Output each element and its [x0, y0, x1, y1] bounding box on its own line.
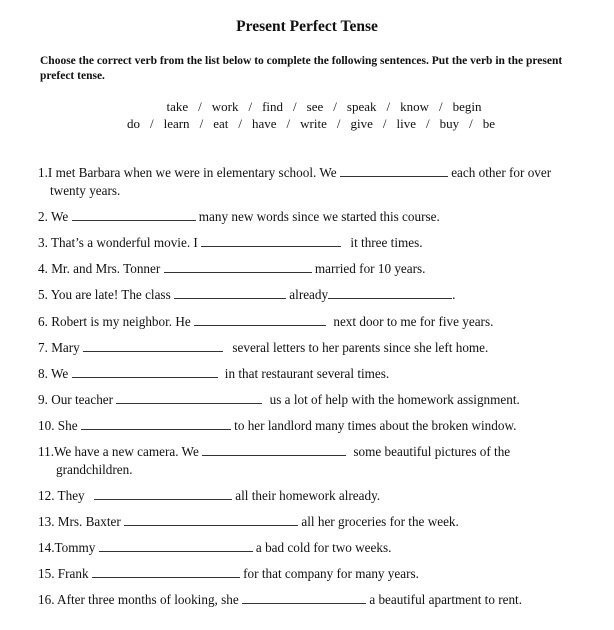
- answer-blank[interactable]: [194, 313, 326, 326]
- answer-blank[interactable]: [99, 539, 253, 552]
- sentence-item-10: [38, 417, 516, 435]
- sentence-item-7: [38, 339, 488, 357]
- answer-blank[interactable]: [83, 339, 223, 352]
- sentence-text: some beautiful pictures of the: [353, 444, 511, 459]
- sentence-text: a beautiful apartment to rent.: [369, 592, 523, 607]
- sentence-text: it three times.: [350, 235, 423, 250]
- instructions: Choose the correct verb from the list below to complete the following sentences. Put the verb in the present prefect tense.: [40, 55, 563, 82]
- verb-word: see: [306, 99, 324, 114]
- sentence-text: 9. Our teacher: [38, 392, 114, 407]
- sentence-item-11: [38, 443, 510, 461]
- verb-word: speak: [346, 99, 377, 114]
- verb-word: take: [166, 99, 189, 114]
- answer-blank[interactable]: [164, 260, 312, 273]
- sentence-text: us a lot of help with the homework assignment.: [269, 392, 520, 407]
- sentence-item-12: [38, 487, 380, 505]
- sentence-text: 15. Frank: [38, 566, 89, 581]
- sentence-text: to her landlord many times about the broken window.: [234, 418, 517, 433]
- sentence-text: twenty years.: [50, 183, 121, 198]
- sentence-text: grandchildren.: [56, 462, 133, 477]
- verb-word: begin: [452, 99, 482, 114]
- sentence-text: 3. That’s a wonderful movie. I: [38, 235, 198, 250]
- verb-word: learn: [163, 116, 190, 131]
- answer-blank[interactable]: [72, 365, 218, 378]
- sentence-text: 10. She: [38, 418, 78, 433]
- sentence-text: 7. Mary: [38, 340, 80, 355]
- verb-word: give: [350, 116, 373, 131]
- sentence-item-9: [38, 391, 520, 409]
- sentence-text: all her groceries for the week.: [301, 514, 459, 529]
- sentence-text: in that restaurant several times.: [224, 366, 390, 381]
- sentence-item-6: [38, 313, 493, 331]
- sentence-text: 1.I met Barbara when we were in elementary school. We: [38, 165, 337, 180]
- sentence-item-13: [38, 513, 459, 531]
- answer-blank[interactable]: [94, 487, 232, 500]
- verb-word: eat: [213, 116, 229, 131]
- sentence-item-4: [38, 260, 425, 278]
- sentence-text: 8. We: [38, 366, 69, 381]
- sentence-item-2: [38, 208, 440, 226]
- sentence-text: 14.Tommy: [38, 540, 96, 555]
- sentence-text: 12. They: [38, 488, 85, 503]
- answer-blank[interactable]: [92, 565, 240, 578]
- answer-blank[interactable]: [201, 234, 341, 247]
- sentence-text: all their homework already.: [235, 488, 381, 503]
- verb-word: do: [126, 116, 140, 131]
- sentence-text: married for 10 years.: [314, 261, 426, 276]
- answer-blank[interactable]: [340, 164, 448, 177]
- answer-blank[interactable]: [174, 286, 286, 299]
- sentence-text: each other for over: [451, 165, 552, 180]
- sentence-item-15: [38, 565, 419, 583]
- sentence-item-14: [38, 539, 391, 557]
- verb-word: be: [482, 116, 496, 131]
- sentence-text: 4. Mr. and Mrs. Tonner: [38, 261, 161, 276]
- answer-blank[interactable]: [242, 591, 366, 604]
- sentence-text: a bad cold for two weeks.: [255, 540, 392, 555]
- answer-blank[interactable]: [72, 208, 196, 221]
- verb-word: find: [262, 99, 284, 114]
- sentence-item-3: [38, 234, 423, 252]
- page-title: Present Perfect Tense: [236, 18, 378, 35]
- sentence-item-11-continued: [56, 461, 133, 479]
- sentence-text: several letters to her parents since she left home.: [232, 340, 489, 355]
- sentence-text: for that company for many years.: [243, 566, 419, 581]
- sentence-text: 2. We: [38, 209, 69, 224]
- sentence-item-8: [38, 365, 389, 383]
- verb-word: have: [251, 116, 277, 131]
- verb-word: live: [396, 116, 416, 131]
- answer-blank[interactable]: [81, 417, 231, 430]
- sentence-item-1-continued: [50, 182, 120, 200]
- sentence-text: 5. You are late! The class: [38, 287, 171, 302]
- verb-word: know: [400, 99, 430, 114]
- sentence-text: 16. After three months of looking, she: [38, 592, 239, 607]
- answer-blank[interactable]: [328, 286, 452, 299]
- sentence-text: 13. Mrs. Baxter: [38, 514, 121, 529]
- verb-word: work: [211, 99, 239, 114]
- verb-word: write: [300, 116, 327, 131]
- verb-list-row-1: take / work / find / see / speak / know / begin: [166, 99, 482, 114]
- sentence-item-1: [38, 164, 551, 182]
- sentence-text: already: [289, 287, 329, 302]
- answer-blank[interactable]: [202, 443, 346, 456]
- sentence-text: .: [452, 287, 456, 302]
- sentence-text: next door to me for five years.: [333, 314, 494, 329]
- answer-blank[interactable]: [116, 391, 262, 404]
- verb-word: buy: [439, 116, 460, 131]
- sentence-item-5: [38, 286, 455, 304]
- answer-blank[interactable]: [124, 513, 298, 526]
- sentence-item-16: [38, 591, 522, 609]
- sentence-text: many new words since we started this course.: [198, 209, 440, 224]
- verb-list-row-2: do / learn / eat / have / write / give / live / buy / be: [126, 116, 496, 131]
- sentence-text: 11.We have a new camera. We: [38, 444, 199, 459]
- sentence-text: 6. Robert is my neighbor. He: [38, 314, 191, 329]
